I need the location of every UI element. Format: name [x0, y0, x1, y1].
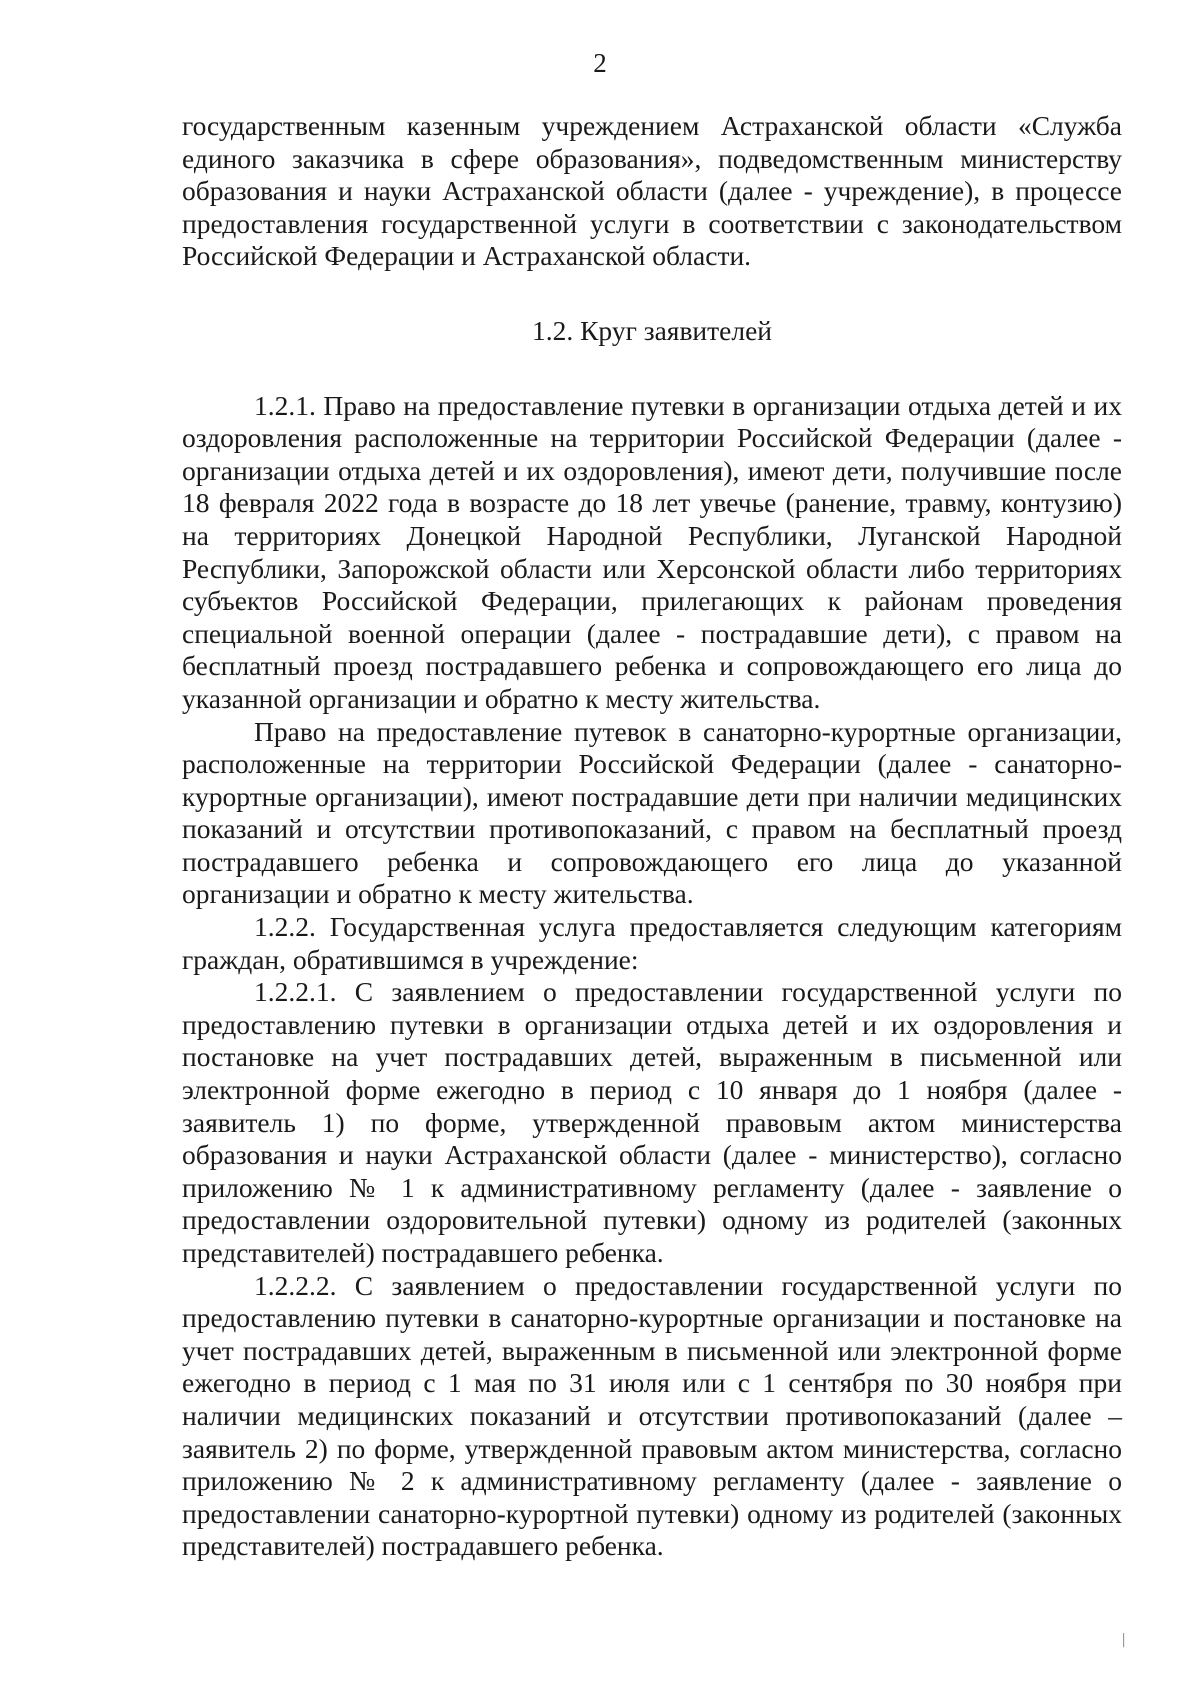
section-heading: 1.2. Круг заявителей — [531, 314, 773, 346]
intro-paragraph: государственным казенным учреждением Астраханской области «Служба единого заказчика в сфере образования», подведомственным министерству образования и науки Астраханской области (далее - учреждение), в процессе предоставления государственной услуги в соответствии с законодательством Российской Федерации и Астраханской области. — [182, 110, 1122, 272]
paragraph-1-2-2-1: 1.2.2.1. С заявлением о предоставлении государственной услуги по предоставлению путевки в организации отдыха детей и их оздоровления и постановке на учет пострадавших детей, выраженным в письменной или электронной форме ежегодно в период с 10 января до 1 ноября (далее - заявитель 1) по форме, утвержденной правовым актом министерства образования и науки Астраханской области (далее - министерство), согласно приложению № 1 к административному регламенту (далее - заявление о предоставлении оздоровительной путевки) одному из родителей (законных представителей) пострадавшего ребенка. — [182, 976, 1122, 1268]
paragraph-1-2-2: 1.2.2. Государственная услуга предоставляется следующим категориям граждан, обратившимся в учреждение: — [182, 911, 1122, 975]
paragraph-1-2-2-2: 1.2.2.2. С заявлением о предоставлении государственной услуги по предоставлению путевки в санаторно-курортные организации и постановке на учет пострадавших детей, выраженным в письменной или электронной форме ежегодно в период с 1 мая по 31 июля или с 1 сентября по 30 ноября при наличии медицинских показаний и отсутствии противопоказаний (далее – заявитель 2) по форме, утвержденной правовым актом министерства, согласно приложению № 2 к административному регламенту (далее - заявление о предоставлении санаторно-курортной путевки) одному из родителей (законных представителей) пострадавшего ребенка. — [182, 1269, 1122, 1562]
scan-mark: | — [1121, 1632, 1126, 1648]
page-number: 2 — [593, 48, 607, 78]
paragraph-sanatorium-right: Право на предоставление путевок в санаторно-курортные организации, расположенные на территории Российской Федерации (далее - санаторно-курортные организации), имеют пострадавшие дети при наличии медицинских показаний и отсутствии противопоказаний, с правом на бесплатный проезд пострадавшего ребенка и сопровождающего его лица до указанной организации и обратно к месту жительства. — [182, 715, 1122, 910]
document-body — [182, 110, 1122, 1563]
paragraph-1-2-1: 1.2.1. Право на предоставление путевки в организации отдыха детей и их оздоровления расположенные на территории Российской Федерации (далее - организации отдыха детей и их оздоровления), имеют дети, получившие после 18 февраля 2022 года в возрасте до 18 лет увечье (ранение, травму, контузию) на территориях Донецкой Народной Республики, Луганской Народной Республики, Запорожской области или Херсонской области либо территориях субъектов Российской Федерации, прилегающих к районам проведения специальной военной операции (далее - пострадавшие дети), с правом на бесплатный проезд пострадавшего ребенка и сопровождающего его лица до указанной организации и обратно к месту жительства. — [182, 389, 1122, 714]
